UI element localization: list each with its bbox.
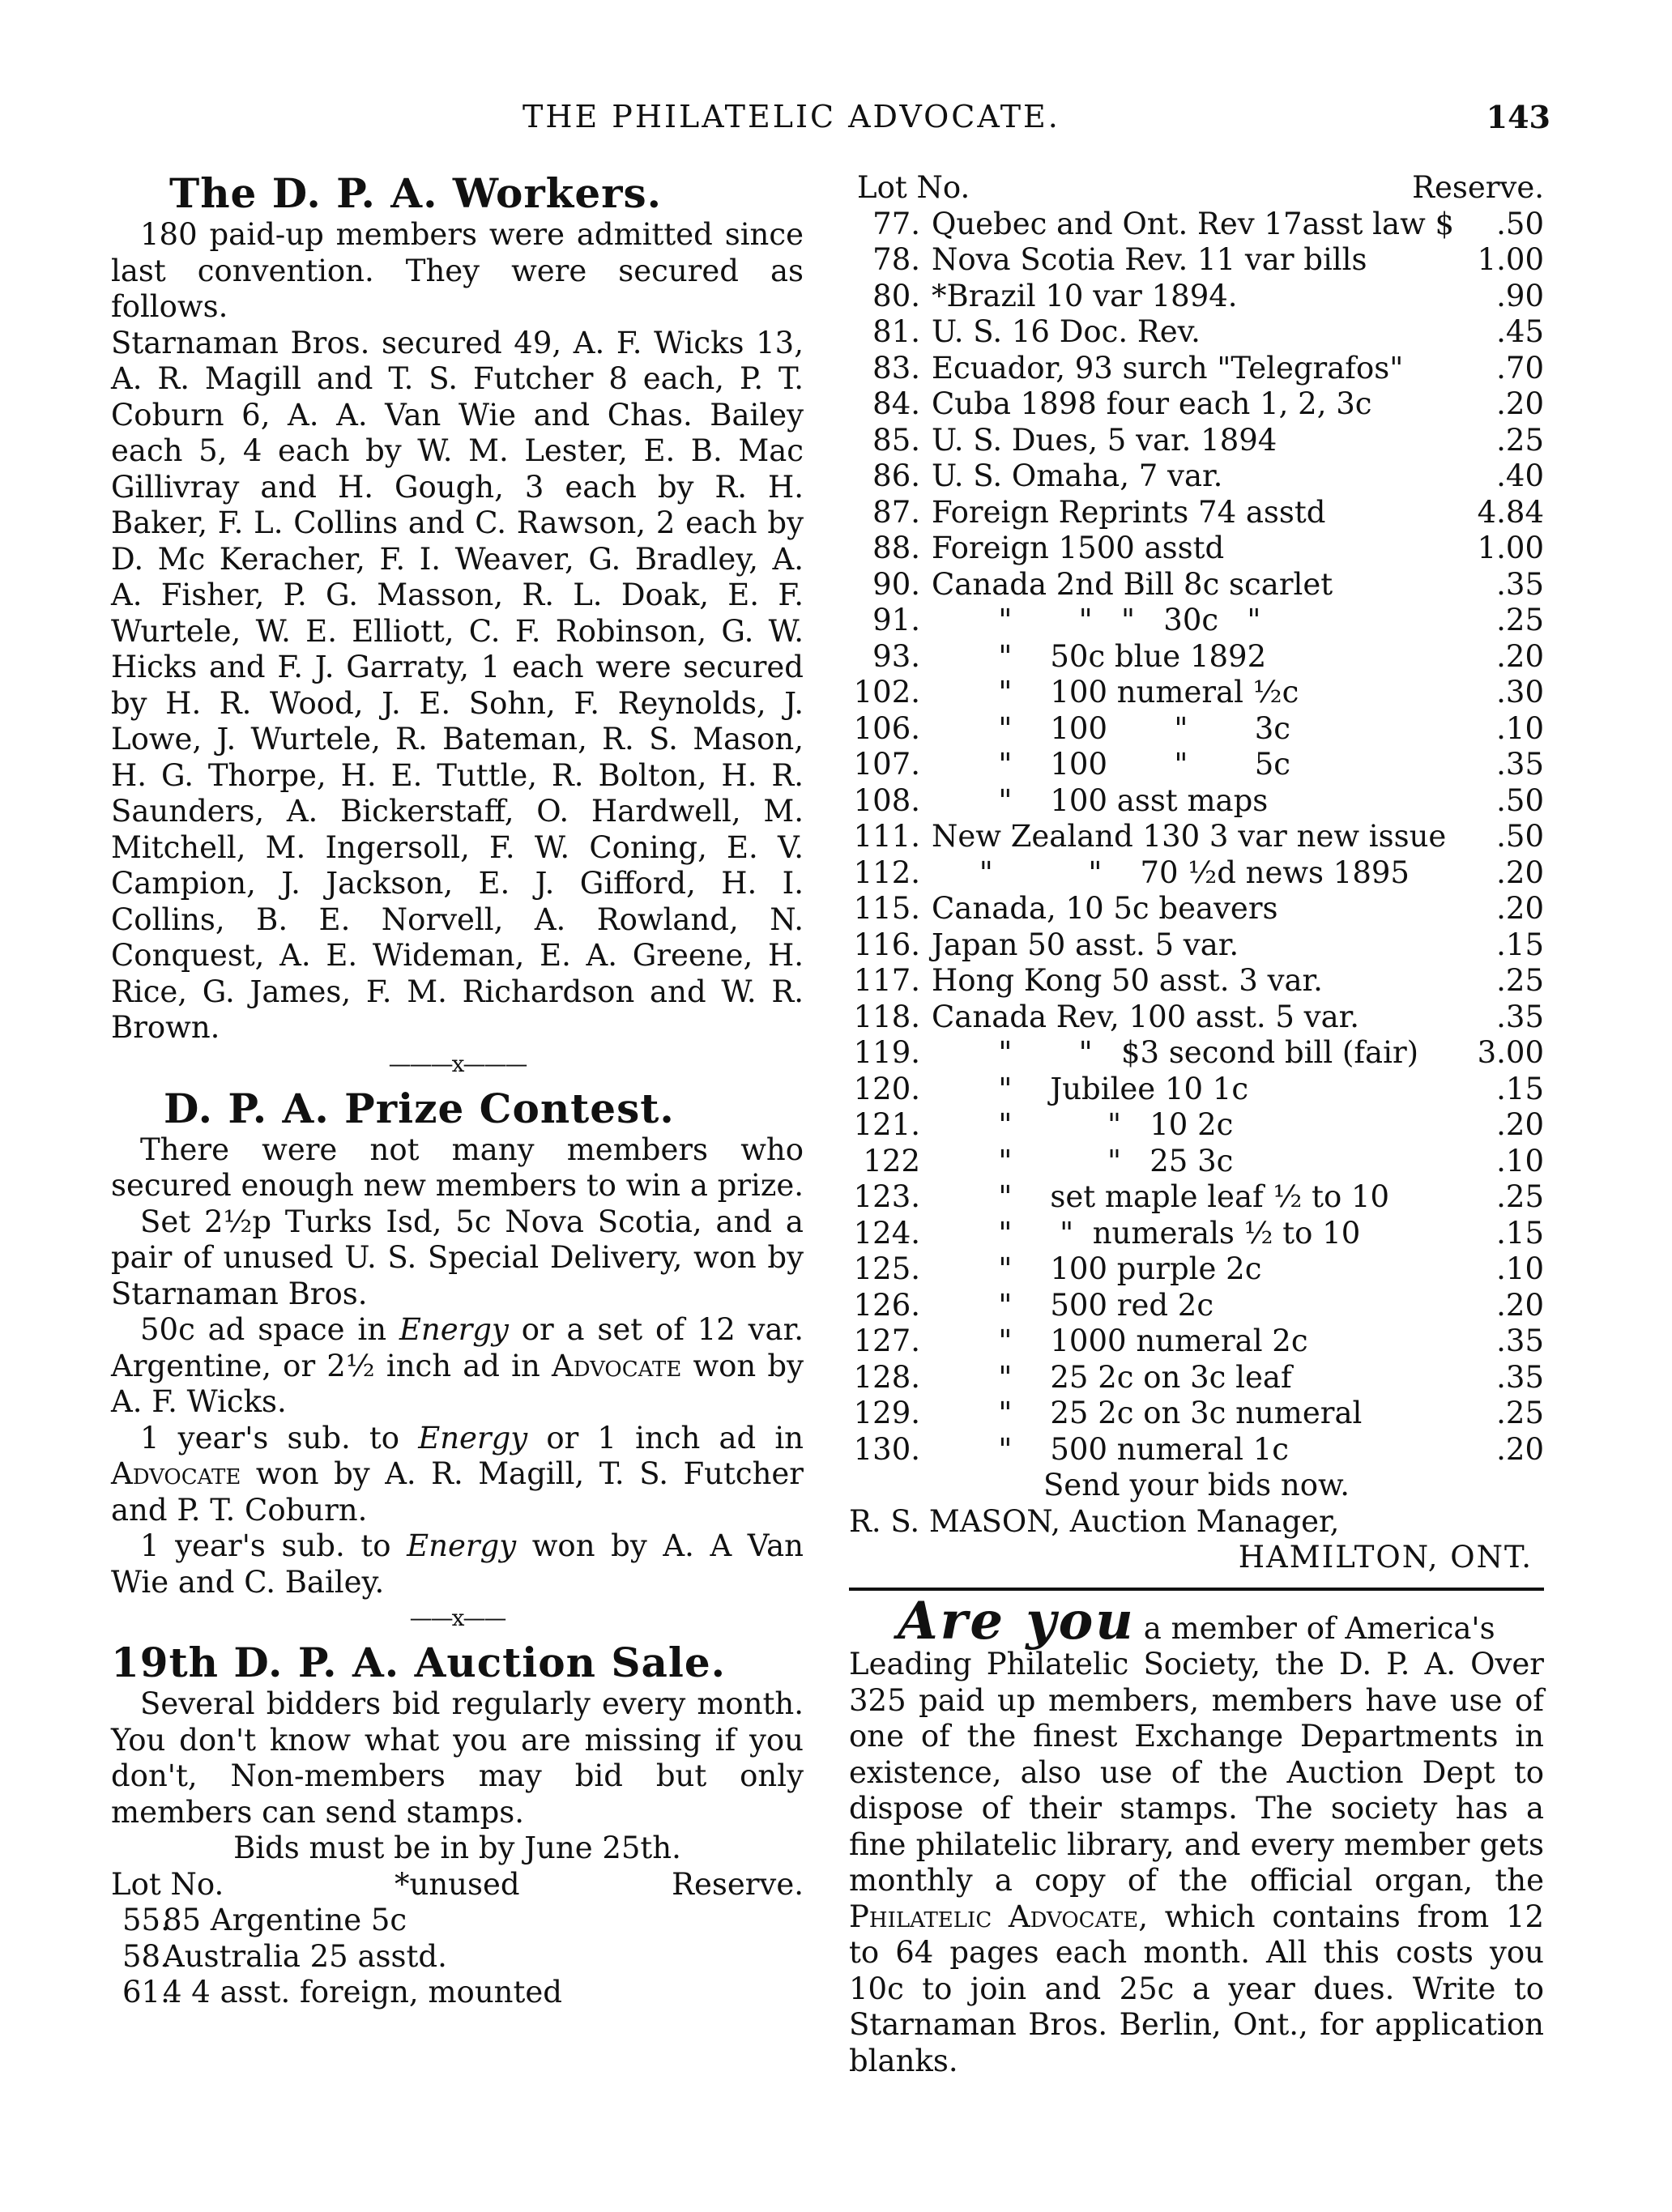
column-unused: *unused [395, 1866, 520, 1902]
lot-row [849, 603, 1544, 639]
lot-reserve: .20 [1496, 891, 1544, 926]
lot-reserve: .20 [1496, 638, 1544, 674]
lot-description: " 500 numeral 1c [932, 1431, 1290, 1467]
lot-row [849, 423, 1544, 459]
lot-description: " 25 2c on 3c numeral [932, 1396, 1363, 1430]
lot-description: 85 Argentine 5c [163, 1903, 407, 1937]
lot-row [849, 1251, 1544, 1288]
lot-reserve: 4.84 [1477, 494, 1544, 530]
prize-intro: There were not many members who secured enough new members to win a prize. [111, 1132, 804, 1203]
lot-number: 80. [872, 278, 920, 313]
lot-number: 118. [853, 999, 920, 1034]
lot-description: " set maple leaf ½ to 10 [932, 1179, 1390, 1214]
lot-number: 84. [872, 386, 920, 421]
lot-number: 93. [872, 638, 920, 674]
lot-description: " 1000 numeral 2c [932, 1323, 1308, 1358]
prize-first: Set 2½p Turks Isd, 5c Nova Scotia, and a pair of unused U. S. Special Delivery, won by Starnaman Bros. [111, 1204, 804, 1311]
lot-reserve: .40 [1496, 458, 1544, 493]
lot-row [849, 1396, 1544, 1432]
lot-description: " 100 " 3c [932, 710, 1290, 746]
lot-reserve: .70 [1496, 350, 1544, 386]
lot-row [849, 819, 1544, 855]
lot-description: New Zealand 130 3 var new issue [932, 819, 1447, 854]
section-divider: ———x——— [388, 1050, 527, 1077]
lot-row [111, 1975, 804, 2011]
lot-number: 123. [853, 1179, 920, 1214]
lot-description: " 25 2c on 3c leaf [932, 1359, 1292, 1395]
auction-manager: R. S. MASON, Auction Manager, [849, 1503, 1340, 1539]
prize-third-text-c: won by A. R. Magill, T. S. Futcher and P. T. Coburn. [111, 1456, 804, 1528]
running-head [0, 99, 1672, 139]
lot-description: Cuba 1898 four each 1, 2, 3c [932, 386, 1372, 421]
lot-number: 108. [853, 782, 920, 818]
lot-number: 125. [853, 1251, 920, 1286]
lot-description: Foreign Reprints 74 asstd [932, 494, 1326, 530]
lot-number: 91. [872, 603, 920, 637]
lot-reserve: .25 [1496, 603, 1544, 637]
lot-description: Foreign 1500 asstd [932, 531, 1225, 565]
lot-reserve: .50 [1496, 782, 1544, 818]
energy-title: Energy [407, 1528, 517, 1563]
lot-description: " 100 numeral ½c [932, 675, 1299, 710]
lot-row [849, 999, 1544, 1036]
lot-description: Canada, 10 5c beavers [932, 891, 1278, 926]
lot-row [111, 1939, 804, 1975]
lot-number: 55. [122, 1903, 170, 1937]
lot-reserve: .35 [1496, 566, 1544, 602]
lot-number: 87. [872, 494, 920, 530]
lot-row [849, 351, 1544, 387]
lot-row [849, 531, 1544, 567]
lot-row [849, 1216, 1544, 1252]
workers-list: Starnaman Bros. secured 49, A. F. Wicks 13, A. R. Magill and T. S. Futcher 8 each, P. T. Coburn 6, A. A. Van Wie and Chas. Bailey each 5, 4 each by W. M. Lester, E. B. Mac Gillivray and H. Gough, 3 each by R. H. Baker, F. L. Collins and C. Rawson, 2 each by D. Mc Keracher, F. I. Weaver, G. Bradley, A. A. Fisher, P. G. Masson, R. L. Doak, E. F. Wurtele, W. E. Elliott, C. F. Robinson, G. W. Hicks and F. J. Garraty, 1 each were secured by H. R. Wood, J. E. Sohn, F. Reynolds, J. Lowe, J. Wurtele, R. Bateman, R. S. Mason, H. G. Thorpe, H. E. Tuttle, R. Bolton, H. R. Saunders, A. Bickerstaff, O. Hardwell, M. Mitchell, M. Ingersoll, F. W. Coning, E. V. Campion, J. Jackson, E. J. Gifford, H. I. Collins, B. E. Norvell, A. Rowland, N. Conquest, A. E. Wideman, E. A. Greene, H. Rice, G. James, F. M. Richardson and W. R. Brown. [111, 325, 804, 1045]
lot-reserve: .15 [1496, 1215, 1544, 1251]
prize-third-text-a: 1 year's sub. to [140, 1420, 419, 1455]
lot-number: 117. [853, 963, 920, 998]
lot-reserve: .20 [1496, 855, 1544, 890]
lot-reserve: .35 [1496, 999, 1544, 1034]
column-lot-no: Lot No. [111, 1866, 224, 1902]
prize-second-text-b: or a set of 12 var. Argentine, or 2½ inch ad in [111, 1312, 804, 1383]
prize-second [111, 1312, 804, 1421]
lot-description: " Jubilee 10 1c [932, 1071, 1249, 1106]
lot-number: 121. [853, 1107, 920, 1142]
prize-third-text-b: or 1 inch ad in [527, 1420, 804, 1455]
lot-row [849, 1288, 1544, 1324]
lot-row [849, 783, 1544, 820]
lot-reserve: .25 [1496, 1179, 1544, 1214]
prize-second-text-c: won by A. F. Wicks. [111, 1348, 804, 1419]
lot-row [849, 242, 1544, 279]
lot-row [849, 1035, 1544, 1072]
lot-reserve: .15 [1496, 927, 1544, 962]
lot-row [849, 1179, 1544, 1216]
lot-reserve: .30 [1496, 675, 1544, 710]
lot-list [849, 207, 1544, 1468]
lot-description: Ecuador, 93 surch "Telegrafos" [932, 350, 1404, 386]
workers-intro: 180 paid-up members were admitted since last convention. They were secured as follows. [111, 217, 804, 324]
lot-reserve: 1.00 [1477, 242, 1544, 277]
lot-row [849, 675, 1544, 711]
lot-number: 88. [872, 531, 920, 565]
lot-number: 102. [853, 675, 920, 710]
lot-row [849, 1360, 1544, 1396]
energy-title: Energy [418, 1420, 528, 1455]
lot-description: U. S. Omaha, 7 var. [932, 458, 1223, 493]
lot-table-header [849, 170, 1544, 207]
lot-description: " 100 " 5c [932, 747, 1290, 782]
prize-fourth [111, 1528, 804, 1600]
lot-row [849, 458, 1544, 495]
lot-row [849, 314, 1544, 351]
auction-intro: Several bidders bid regularly every month. You don't know what you are missing if you don't, Non-members may bid but only members can send stamps. [111, 1686, 804, 1830]
lot-row [849, 639, 1544, 676]
lot-description: *Brazil 10 var 1894. [932, 278, 1238, 313]
lot-description: U. S. Dues, 5 var. 1894 [932, 422, 1277, 458]
lot-description: " 100 purple 2c [932, 1251, 1262, 1286]
lot-number: 111. [853, 819, 920, 854]
lot-number: 112. [853, 855, 920, 890]
send-bids: Send your bids now. [1043, 1468, 1350, 1502]
section-divider: ——x—— [409, 1605, 505, 1631]
lot-row [849, 386, 1544, 423]
ad-body [849, 1647, 1544, 2079]
lot-row [849, 747, 1544, 783]
advocate-title: Advocate [551, 1348, 682, 1383]
running-title: THE PHILATELIC ADVOCATE. [522, 99, 1060, 134]
lot-description: Nova Scotia Rev. 11 var bills [932, 242, 1367, 277]
lot-row [849, 927, 1544, 964]
lot-description: " " 10 2c [932, 1107, 1234, 1142]
lot-number: 128. [853, 1359, 920, 1395]
column-lot-no: Lot No. [857, 170, 970, 205]
advocate-title: Advocate [111, 1456, 241, 1491]
lot-reserve: .50 [1496, 819, 1544, 854]
lot-description: " " numerals ½ to 10 [932, 1215, 1361, 1251]
lot-number: 130. [853, 1431, 920, 1467]
energy-title: Energy [399, 1312, 509, 1347]
lot-number: 81. [872, 314, 920, 349]
column-reserve: Reserve. [672, 1866, 804, 1902]
lot-description: Australia 25 asstd. [163, 1938, 447, 1974]
lot-reserve: .20 [1496, 1287, 1544, 1323]
lot-row [849, 855, 1544, 892]
lot-number: 58. [122, 1938, 170, 1974]
lot-row [849, 1107, 1544, 1144]
lot-number: 83. [872, 350, 920, 386]
lot-reserve: .20 [1496, 1107, 1544, 1142]
page-number: 143 [1486, 99, 1550, 135]
lot-reserve: .25 [1496, 963, 1544, 998]
lot-description: Japan 50 asst. 5 var. [932, 927, 1239, 962]
right-column [849, 170, 1544, 2079]
ad-headline-rest: a member of America's [1143, 1610, 1495, 1646]
lot-number: 77. [872, 206, 920, 241]
lot-number: 90. [872, 566, 920, 602]
ad-headline: Are you [898, 1590, 1136, 1652]
lot-reserve: .45 [1496, 314, 1544, 349]
lot-reserve: .50 [1496, 206, 1544, 241]
lot-reserve: .90 [1496, 278, 1544, 313]
prize-fourth-text-b: won by A. A Van Wie and C. Bailey. [111, 1528, 804, 1600]
lot-row [849, 207, 1544, 243]
left-column [111, 170, 804, 2011]
lot-reserve: .10 [1496, 1143, 1544, 1178]
lot-description: " 50c blue 1892 [932, 638, 1267, 674]
lot-reserve: .25 [1496, 422, 1544, 458]
lot-number: 116. [853, 927, 920, 962]
lot-row [849, 495, 1544, 531]
lot-reserve: .35 [1496, 747, 1544, 782]
bids-due: Bids must be in by June 25th. [233, 1831, 681, 1865]
lot-description: " " " 30c " [932, 603, 1261, 637]
prize-third [111, 1421, 804, 1529]
lot-description: " " $3 second bill (fair) [932, 1035, 1419, 1070]
lot-row [849, 1072, 1544, 1108]
lot-description: Hong Kong 50 asst. 3 var. [932, 963, 1323, 998]
lot-row [849, 279, 1544, 315]
lot-number: 115. [853, 891, 920, 926]
column-reserve: Reserve. [1412, 170, 1544, 205]
lot-number: 78. [872, 242, 920, 277]
lot-number: 127. [853, 1323, 920, 1358]
lot-reserve: .10 [1496, 710, 1544, 746]
lot-number: 122 [863, 1143, 920, 1178]
lot-number: 120. [853, 1071, 920, 1106]
lot-reserve: .20 [1496, 1431, 1544, 1467]
lot-row [849, 963, 1544, 999]
lot-reserve: 3.00 [1477, 1035, 1544, 1070]
ad-body-text-a: Leading Philatelic Society, the D. P. A. Over 325 paid up members, members have use of one of the finest Exchange Departments in existence, also use of the Auction Dept to dispose of their stamps. The society has a fine philatelic library, and every member gets monthly a copy of the official organ, the [849, 1647, 1544, 1898]
lot-reserve: .20 [1496, 386, 1544, 421]
lot-row [849, 891, 1544, 927]
prize-fourth-text-a: 1 year's sub. to [140, 1528, 407, 1563]
lot-description: U. S. 16 Doc. Rev. [932, 314, 1201, 349]
manager-location: HAMILTON, ONT. [1238, 1540, 1533, 1575]
lot-reserve: .10 [1496, 1251, 1544, 1286]
lot-row [111, 1903, 804, 1939]
lot-row [849, 711, 1544, 748]
lot-number: 107. [853, 747, 920, 782]
lot-row [849, 1144, 1544, 1180]
lot-reserve: 1.00 [1477, 531, 1544, 565]
prize-heading: D. P. A. Prize Contest. [164, 1084, 675, 1132]
auction-heading: 19th D. P. A. Auction Sale. [111, 1639, 727, 1686]
lot-description: " " 25 3c [932, 1143, 1234, 1178]
lot-row [849, 1432, 1544, 1468]
lot-description: Quebec and Ont. Rev 17asst law $ [932, 206, 1455, 241]
lot-row [849, 1323, 1544, 1360]
lot-description: Canada Rev, 100 asst. 5 var. [932, 999, 1360, 1034]
lot-table-header [111, 1867, 804, 1903]
lot-number: 119. [853, 1035, 920, 1070]
lot-reserve: .15 [1496, 1071, 1544, 1106]
lot-reserve: .35 [1496, 1359, 1544, 1395]
lot-number: 85. [872, 422, 920, 458]
workers-heading: The D. P. A. Workers. [169, 169, 663, 217]
prize-second-text-a: 50c ad space in [140, 1312, 399, 1347]
lot-number: 126. [853, 1287, 920, 1323]
lot-reserve: .35 [1496, 1323, 1544, 1358]
lot-number: 129. [853, 1396, 920, 1430]
lot-description: " " 70 ½d news 1895 [932, 855, 1410, 890]
lot-number: 106. [853, 710, 920, 746]
horizontal-rule [849, 1588, 1544, 1591]
lot-number: 61. [122, 1975, 170, 2010]
lot-number: 86. [872, 458, 920, 493]
ad-first-line [849, 1590, 1544, 1652]
advocate-title: Philatelic Advocate [849, 1899, 1139, 1934]
lot-row [849, 567, 1544, 603]
lot-description: " 100 asst maps [932, 782, 1269, 818]
lot-number: 124. [853, 1215, 920, 1251]
lot-description: " 500 red 2c [932, 1287, 1214, 1323]
lot-reserve: .25 [1496, 1396, 1544, 1430]
lot-description: 4 4 asst. foreign, mounted [163, 1975, 562, 2010]
ad-body-text-b: , which contains from 12 to 64 pages each month. All this costs you 10c to join and 25c a year dues. Write to Starnaman Bros. Berlin, Ont., for application blanks. [849, 1899, 1544, 2078]
lot-description: Canada 2nd Bill 8c scarlet [932, 566, 1333, 602]
